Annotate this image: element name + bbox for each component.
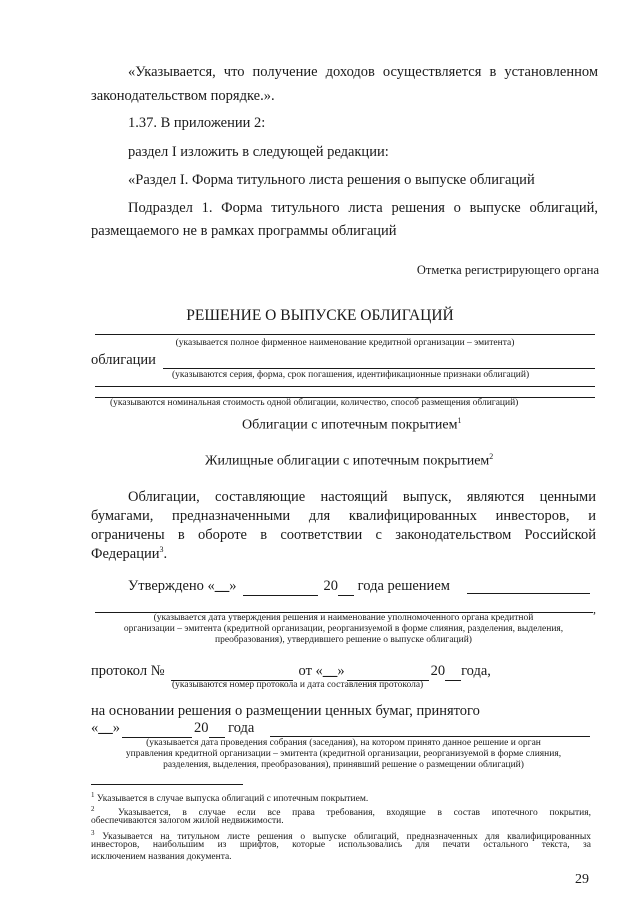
bonds-series-hint: (указываются серия, форма, срок погашения, идентификационные признаки облигаций) bbox=[172, 370, 530, 380]
approved-hint-2: организации – эмитента (кредитной организации, реорганизуемой в форме слияния, разделения, выделения, bbox=[123, 624, 564, 634]
paragraph-1-line-1: «Указывается, что получение доходов осуществляется в установленном bbox=[128, 64, 598, 80]
basis-body-blank bbox=[270, 736, 590, 737]
qualified-line-4: Федерации$^3$. bbox=[91, 545, 168, 562]
mortgage-bonds-heading: Облигации с ипотечным покрытием$^1$ bbox=[242, 416, 462, 433]
footnote-ref-2: 2 bbox=[489, 452, 494, 461]
footnote-1: $^1$ Указывается в случае выпуска облигаций с ипотечным покрытием. bbox=[91, 791, 369, 805]
footnote-3-line-1: $^3$ Указывается на титульном листе решения о выпуске облигаций, предназначенных для квалифицированных bbox=[91, 829, 591, 843]
nominal-blank bbox=[95, 386, 595, 387]
footnote-3-line-3: исключением названия документа. bbox=[91, 852, 232, 862]
approved-day-blank: __ bbox=[214, 578, 230, 594]
registration-stamp-label: Отметка регистрирующего органа bbox=[416, 263, 599, 277]
protocol-number-blank bbox=[171, 663, 293, 681]
item-number: 1.37. В приложении 2: bbox=[128, 115, 266, 131]
basis-day-blank: __ bbox=[98, 720, 113, 736]
footnote-ref-3: 3 bbox=[159, 545, 164, 554]
nominal-hint: (указываются номинальная стоимость одной облигации, количество, способ размещения облигаций) bbox=[110, 398, 519, 408]
subsection-line-1: Подраздел 1. Форма титульного листа решения о выпуске облигаций, bbox=[128, 200, 598, 216]
approved-hint-3: преобразования), утвердившего решение о выпуске облигаций) bbox=[215, 635, 472, 645]
footnote-3-line-2: инвесторов, наибольшим из шрифтов, которые использовались для печати остального текста, за bbox=[91, 840, 591, 850]
approved-month-blank bbox=[243, 578, 318, 596]
basis-line-1: на основании решения о размещении ценных бумаг, принятого bbox=[91, 703, 480, 719]
footnote-2-line-1: $^2$ Указывается, в случае если все права требования, входящие в состав ипотечного покрытия, bbox=[91, 805, 592, 819]
basis-hint-3: разделения, выделения, преобразования), принявший решение о размещении облигаций) bbox=[163, 760, 524, 770]
section-title: «Раздел I. Форма титульного листа решения о выпуске облигаций bbox=[128, 172, 535, 188]
approved-comma: , bbox=[593, 602, 596, 616]
approved-hint-1: (указывается дата утверждения решения и наименование уполномоченного органа кредитной bbox=[153, 613, 534, 623]
subsection-line-2: размещаемого не в рамках программы облигаций bbox=[91, 223, 397, 239]
basis-line-2: «__» 20 года bbox=[91, 720, 255, 736]
bonds-label: облигации bbox=[91, 352, 156, 368]
housing-bonds-heading: Жилищные облигации с ипотечным покрытием$^2$ bbox=[205, 452, 494, 469]
basis-year-blank bbox=[209, 720, 225, 738]
decision-title: РЕШЕНИЕ О ВЫПУСКЕ ОБЛИГАЦИЙ bbox=[186, 307, 454, 324]
issuer-name-blank bbox=[95, 334, 595, 335]
protocol-hint: (указываются номер протокола и дата составления протокола) bbox=[172, 680, 424, 690]
qualified-line-1: Облигации, составляющие настоящий выпуск, являются ценными bbox=[128, 489, 596, 505]
approved-line: Утверждено «__» 20 года решением bbox=[128, 578, 450, 594]
section-instruction: раздел I изложить в следующей редакции: bbox=[128, 144, 389, 160]
protocol-month-blank bbox=[347, 663, 429, 681]
footnote-2-line-2: обеспечиваются залогом жилой недвижимости. bbox=[91, 816, 284, 826]
bonds-series-blank bbox=[163, 368, 595, 369]
basis-hint-1: (указывается дата проведения собрания (заседания), на котором принято данное решение и орган bbox=[146, 738, 541, 748]
qualified-line-2: бумагами, предназначенными для квалифицированных инвесторов, и bbox=[91, 508, 596, 524]
protocol-year-blank bbox=[445, 663, 461, 681]
approved-body-blank bbox=[467, 593, 590, 594]
footnote-separator bbox=[91, 784, 243, 785]
basis-month-blank bbox=[122, 720, 192, 738]
protocol-line: протокол № от «__» 20 года, bbox=[91, 663, 491, 679]
protocol-day-blank: __ bbox=[322, 663, 338, 679]
page-number: 29 bbox=[575, 872, 589, 887]
paragraph-1-line-2: законодательством порядке.». bbox=[91, 88, 275, 104]
basis-hint-2: управления кредитной организации – эмитента (кредитной организации, реорганизуемой в форме слияния, bbox=[125, 749, 562, 759]
approved-year-blank bbox=[338, 578, 354, 596]
issuer-name-hint: (указывается полное фирменное наименование кредитной организации – эмитента) bbox=[175, 338, 515, 348]
footnote-ref-1: 1 bbox=[457, 416, 462, 425]
qualified-line-3: ограничены в обороте в соответствии с законодательством Российской bbox=[91, 527, 596, 543]
